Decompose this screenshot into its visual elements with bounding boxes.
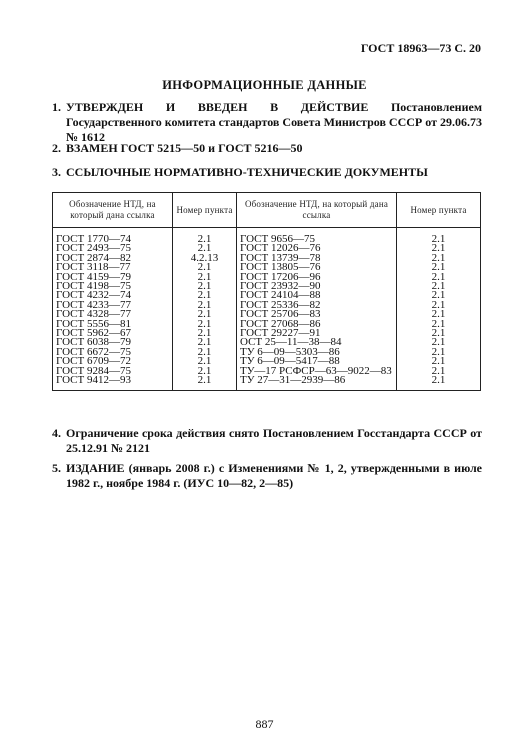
ref-doc-left-cell: ГОСТ 4159—79 — [53, 273, 173, 282]
ref-doc-left-cell: ГОСТ 2493—75 — [53, 244, 173, 253]
ref-point-left-cell: 2.1 — [173, 263, 237, 272]
ref-point-left-cell: 2.1 — [173, 228, 237, 245]
header-doc-right: Обозначение НТД, на который дана ссылка — [237, 193, 397, 228]
ref-doc-right-cell: ГОСТ 13805—76 — [237, 263, 397, 272]
info-item-3 — [52, 165, 482, 180]
ref-doc-left-cell: ГОСТ 5962—67 — [53, 329, 173, 338]
item-text: ИЗДАНИЕ (январь 2008 г.) с Изменениями № 1, 2, утвержденными в июле 1982 г., ноябре 1984 г. (ИУС 10—82, 2—85) — [66, 461, 482, 490]
ref-doc-left-cell: ГОСТ 4328—77 — [53, 310, 173, 319]
page-number: 887 — [255, 717, 274, 731]
ref-point-left-cell: 4.2.13 — [173, 254, 237, 263]
ref-point-left-cell: 2.1 — [173, 273, 237, 282]
ref-doc-left-cell: ГОСТ 9284—75 — [53, 367, 173, 376]
ref-doc-right-cell: ГОСТ 27068—86 — [237, 320, 397, 329]
table-body — [53, 228, 481, 391]
section-title: ИНФОРМАЦИОННЫЕ ДАННЫЕ — [162, 78, 367, 92]
ref-doc-left-cell: ГОСТ 4232—74 — [53, 291, 173, 300]
item-number: 5. — [52, 461, 61, 475]
info-item-2 — [52, 141, 482, 156]
info-item-5 — [52, 461, 482, 491]
ref-doc-right-cell: ГОСТ 9656—75 — [237, 228, 397, 245]
ref-point-right-cell: 2.1 — [397, 357, 481, 366]
ref-doc-right-cell: ГОСТ 25336—82 — [237, 301, 397, 310]
document-code-header: ГОСТ 18963—73 С. 20 — [360, 41, 481, 55]
ref-doc-right-cell: ГОСТ 23932—90 — [237, 282, 397, 291]
item-text: ВЗАМЕН ГОСТ 5215—50 и ГОСТ 5216—50 — [66, 141, 303, 155]
item-text: Ограничение срока действия снято Постановлением Госстандарта СССР от 25.12.91 № 2121 — [66, 426, 482, 455]
ref-point-right-cell: 2.1 — [397, 273, 481, 282]
ref-point-right-cell: 2.1 — [397, 254, 481, 263]
ref-doc-right-cell: ОСТ 25—11—38—84 — [237, 338, 397, 347]
ref-point-left-cell: 2.1 — [173, 244, 237, 253]
ref-doc-right-cell: ТУ 6—09—5303—86 — [237, 348, 397, 357]
ref-doc-left-cell: ГОСТ 5556—81 — [53, 320, 173, 329]
ref-point-right-cell: 2.1 — [397, 348, 481, 357]
reference-documents-table — [52, 192, 481, 391]
ref-point-left-cell: 2.1 — [173, 320, 237, 329]
ref-point-right-cell: 2.1 — [397, 310, 481, 319]
ref-point-left-cell: 2.1 — [173, 301, 237, 310]
ref-point-left-cell: 2.1 — [173, 376, 237, 390]
ref-point-right-cell: 2.1 — [397, 338, 481, 347]
ref-doc-left-cell: ГОСТ 6038—79 — [53, 338, 173, 347]
ref-doc-left-cell: ГОСТ 6672—75 — [53, 348, 173, 357]
table-header-row — [53, 193, 481, 228]
ref-point-left-cell: 2.1 — [173, 310, 237, 319]
ref-doc-left-cell: ГОСТ 6709—72 — [53, 357, 173, 366]
info-item-4 — [52, 426, 482, 456]
item-number: 3. — [52, 165, 61, 179]
ref-doc-right-cell: ГОСТ 13739—78 — [237, 254, 397, 263]
ref-point-right-cell: 2.1 — [397, 367, 481, 376]
ref-doc-right-cell: ТУ 6—09—5417—88 — [237, 357, 397, 366]
ref-doc-right-cell: ГОСТ 24104—88 — [237, 291, 397, 300]
ref-doc-left-cell: ГОСТ 1770—74 — [53, 228, 173, 245]
ref-doc-right-cell: ГОСТ 25706—83 — [237, 310, 397, 319]
header-point-left: Номер пункта — [173, 193, 237, 228]
item-text: ССЫЛОЧНЫЕ НОРМАТИВНО-ТЕХНИЧЕСКИЕ ДОКУМЕНТЫ — [66, 165, 428, 179]
ref-point-right-cell: 2.1 — [397, 263, 481, 272]
ref-point-left-cell: 2.1 — [173, 338, 237, 347]
ref-point-right-cell: 2.1 — [397, 244, 481, 253]
ref-doc-left-cell: ГОСТ 4198—75 — [53, 282, 173, 291]
ref-point-right-cell: 2.1 — [397, 228, 481, 245]
table-row — [53, 376, 481, 390]
ref-point-left-cell: 2.1 — [173, 367, 237, 376]
ref-doc-left-cell: ГОСТ 9412—93 — [53, 376, 173, 390]
ref-point-right-cell: 2.1 — [397, 329, 481, 338]
ref-doc-right-cell: ГОСТ 17206—96 — [237, 273, 397, 282]
item-number: 4. — [52, 426, 61, 440]
ref-point-left-cell: 2.1 — [173, 357, 237, 366]
ref-doc-right-cell: ТУ 27—31—2939—86 — [237, 376, 397, 390]
ref-doc-left-cell: ГОСТ 2874—82 — [53, 254, 173, 263]
ref-point-left-cell: 2.1 — [173, 282, 237, 291]
item-number: 2. — [52, 141, 61, 155]
ref-doc-right-cell: ГОСТ 12026—76 — [237, 244, 397, 253]
ref-point-right-cell: 2.1 — [397, 320, 481, 329]
ref-point-left-cell: 2.1 — [173, 329, 237, 338]
ref-doc-right-cell: ТУ—17 РСФСР—63—9022—83 — [237, 367, 397, 376]
item-text: УТВЕРЖДЕН И ВВЕДЕН В ДЕЙСТВИЕ Постановлением Государственного комитета стандартов Совета Министров СССР от 29.06.73 № 1612 — [66, 100, 482, 144]
header-point-right: Номер пункта — [397, 193, 481, 228]
item-number: 1. — [52, 100, 61, 114]
ref-point-right-cell: 2.1 — [397, 282, 481, 291]
header-doc-left: Обозначение НТД, на который дана ссылка — [53, 193, 173, 228]
ref-point-left-cell: 2.1 — [173, 291, 237, 300]
ref-point-right-cell: 2.1 — [397, 301, 481, 310]
ref-doc-right-cell: ГОСТ 29227—91 — [237, 329, 397, 338]
ref-doc-left-cell: ГОСТ 3118—77 — [53, 263, 173, 272]
ref-point-right-cell: 2.1 — [397, 291, 481, 300]
ref-doc-left-cell: ГОСТ 4233—77 — [53, 301, 173, 310]
info-item-1 — [52, 100, 482, 145]
ref-point-left-cell: 2.1 — [173, 348, 237, 357]
ref-point-right-cell: 2.1 — [397, 376, 481, 390]
